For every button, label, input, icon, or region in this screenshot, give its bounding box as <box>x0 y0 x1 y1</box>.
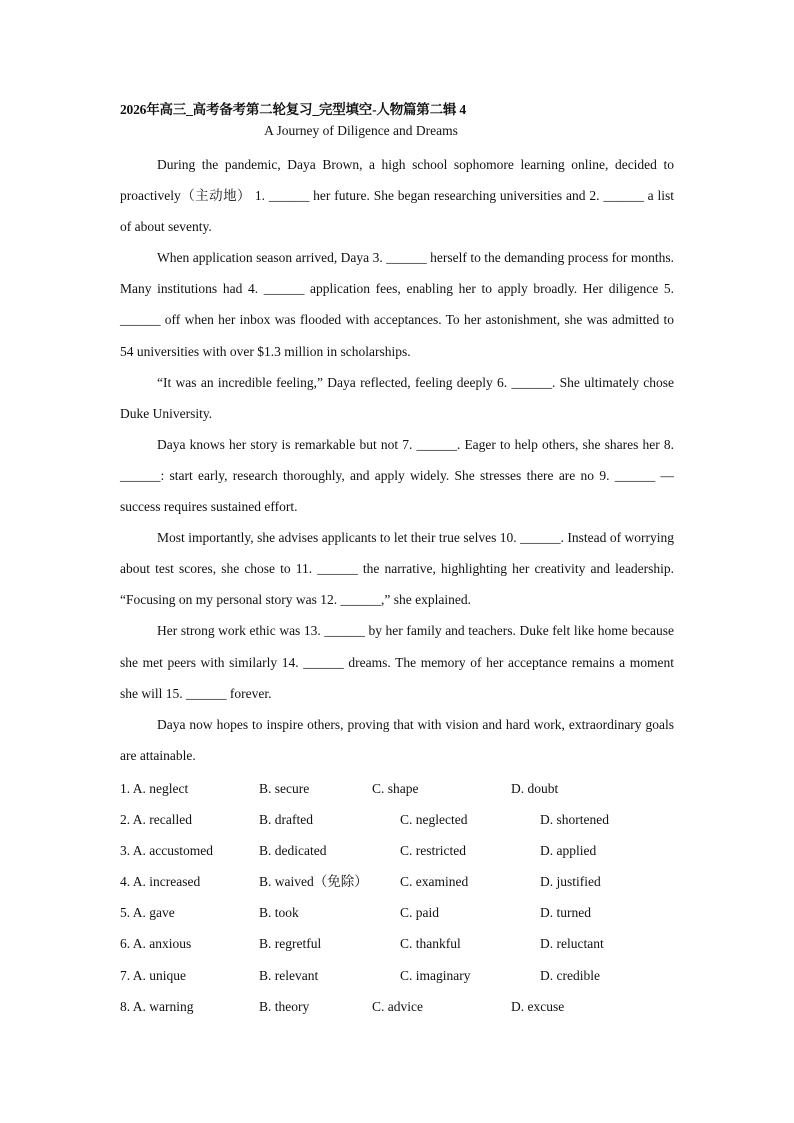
paragraph: Daya now hopes to inspire others, proving that with vision and hard work, extraordinary goals are attainable. <box>120 716 674 763</box>
question-row <box>120 835 680 866</box>
option-d: D. excuse <box>511 998 565 1014</box>
option-a: 4. A. increased <box>120 874 201 890</box>
option-c: C. advice <box>372 998 423 1014</box>
question-row <box>120 991 680 1022</box>
paragraph: Her strong work ethic was 13. ______ by her family and teachers. Duke felt like home because she met peers with similarly 14. ______ dreams. The memory of her acceptance remains a moment she will 15. ______ forever. <box>120 623 674 701</box>
option-a: 8. A. warning <box>120 998 194 1014</box>
option-b: B. took <box>259 905 299 921</box>
question-row <box>120 960 680 991</box>
option-a: 6. A. anxious <box>120 936 192 952</box>
option-b: B. dedicated <box>259 843 327 859</box>
option-b: B. regretful <box>259 936 322 952</box>
option-d: D. shortened <box>540 812 609 828</box>
option-d: D. applied <box>540 843 597 859</box>
option-b: B. relevant <box>259 967 319 983</box>
option-a: 7. A. unique <box>120 967 186 983</box>
paragraph: When application season arrived, Daya 3. ______ herself to the demanding process for months. Many institutions had 4. ______ application fees, enabling her to apply broadly. Her diligence 5. ______ off when her inbox was flooded with acceptances. To her astonishment, she was admitted to 54 universities with over $1.3 million in scholarships. <box>120 250 674 359</box>
option-b: B. waived（免除） <box>259 874 368 890</box>
option-a: 2. A. recalled <box>120 812 192 828</box>
paragraph: During the pandemic, Daya Brown, a high school sophomore learning online, decided to proactively（主动地） 1. ______ her future. She began researching universities and 2. ______ a list of about seventy. <box>120 157 674 235</box>
option-c: C. thankful <box>400 936 461 952</box>
option-d: D. reluctant <box>540 936 604 952</box>
option-b: B. theory <box>259 998 310 1014</box>
option-c: C. restricted <box>400 843 466 859</box>
answer-options <box>120 773 680 1022</box>
option-c: C. examined <box>400 874 469 890</box>
paragraph: Daya knows her story is remarkable but not 7. ______. Eager to help others, she shares her 8. ______: start early, research thoroughly, and apply widely. She stresses there are no 9. ______ — success requires sustained effort. <box>120 436 674 515</box>
option-a: 5. A. gave <box>120 905 175 921</box>
question-row <box>120 897 680 928</box>
passage-title: A Journey of Diligence and Dreams <box>264 123 458 138</box>
option-d: D. credible <box>540 967 600 983</box>
paragraph: Most importantly, she advises applicants to let their true selves 10. ______. Instead of worrying about test scores, she chose to 11. ______ the narrative, highlighting her creativity and leadership. “Focusing on my personal story was 12. ______,” she explained. <box>120 530 674 608</box>
question-row <box>120 928 680 959</box>
option-c: C. shape <box>372 781 419 796</box>
option-b: B. drafted <box>259 812 313 828</box>
option-d: D. doubt <box>511 781 559 796</box>
document-title: 2026年高三_高考备考第二轮复习_完型填空-人物篇第二辑 4 <box>120 102 466 117</box>
question-row <box>120 804 680 835</box>
option-c: C. paid <box>400 905 439 921</box>
option-d: D. justified <box>540 874 601 890</box>
question-row <box>120 866 680 897</box>
option-d: D. turned <box>540 905 591 921</box>
passage-body <box>120 149 674 771</box>
option-c: C. imaginary <box>400 967 471 983</box>
option-a: 3. A. accustomed <box>120 843 213 859</box>
option-a: 1. A. neglect <box>120 781 189 796</box>
option-b: B. secure <box>259 781 310 796</box>
option-c: C. neglected <box>400 812 468 828</box>
question-row <box>120 773 680 804</box>
paragraph: “It was an incredible feeling,” Daya reflected, feeling deeply 6. ______. She ultimately chose Duke University. <box>120 374 674 421</box>
